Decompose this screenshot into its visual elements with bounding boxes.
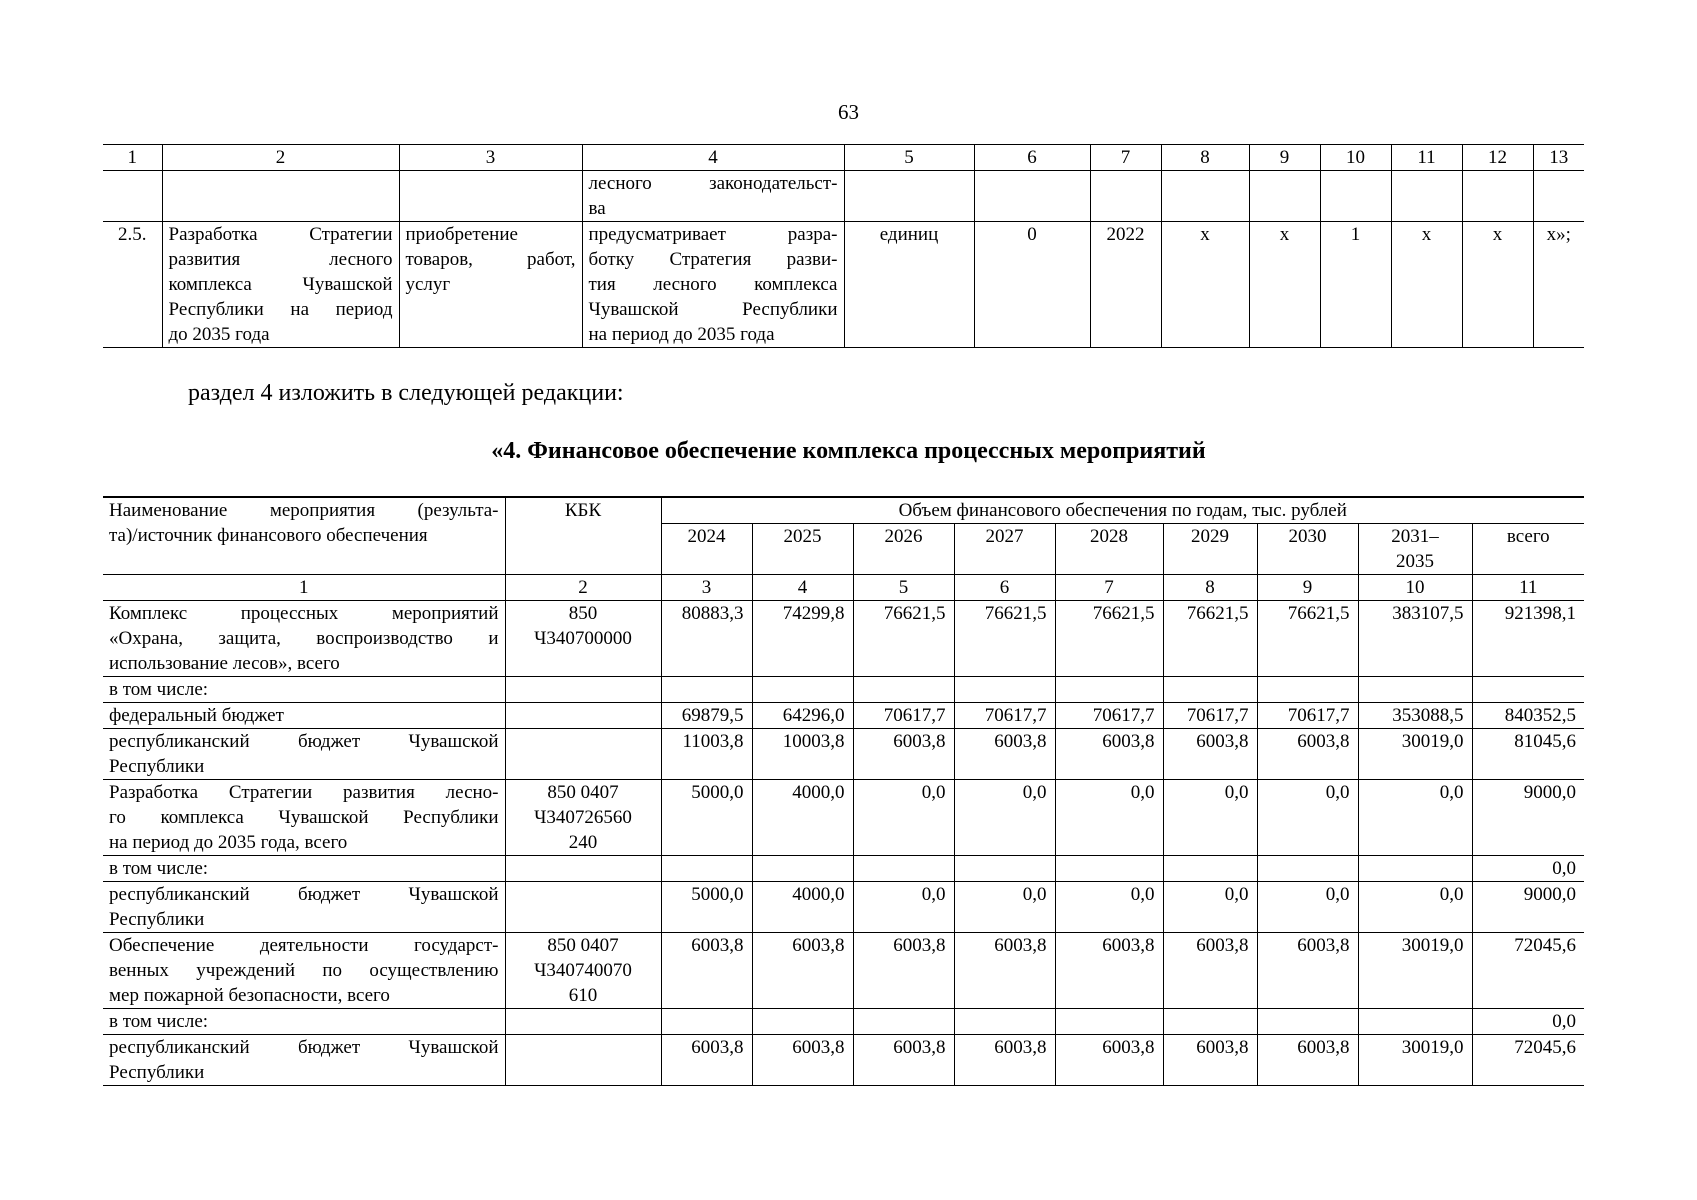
table-row xyxy=(103,856,1584,882)
kbk-cell xyxy=(505,703,661,729)
value-cell: 0,0 xyxy=(1163,882,1257,933)
table-row xyxy=(103,677,1584,703)
value-cell xyxy=(1358,856,1472,882)
value-cell: 30019,0 xyxy=(1358,933,1472,1009)
col-number: 2 xyxy=(505,575,661,601)
value-cell: 1 xyxy=(1320,222,1391,348)
value-cell xyxy=(954,1009,1055,1035)
value-cell: 76621,5 xyxy=(1055,601,1163,677)
page-number: 63 xyxy=(838,100,859,124)
value-cell xyxy=(752,856,853,882)
row-name-cell: Комплекс процессных мероприятий «Охрана, защита, воспроизводство и использование лесов», всего xyxy=(103,601,505,677)
year-cell: 2022 xyxy=(1090,222,1161,348)
total-value-cell: 0,0 xyxy=(1472,1009,1584,1035)
total-value-cell xyxy=(1472,677,1584,703)
value-cell xyxy=(954,677,1055,703)
total-value-cell: 9000,0 xyxy=(1472,780,1584,856)
col-number: 9 xyxy=(1257,575,1358,601)
section-heading: «4. Финансовое обеспечение комплекса процессных мероприятий xyxy=(491,438,1206,464)
year-header: 2028 xyxy=(1055,524,1163,575)
value-cell: 0,0 xyxy=(954,780,1055,856)
table-row xyxy=(103,703,1584,729)
col-number: 12 xyxy=(1462,145,1533,171)
value-cell: 70617,7 xyxy=(1055,703,1163,729)
value-cell: х xyxy=(1462,222,1533,348)
total-value-cell: 0,0 xyxy=(1472,856,1584,882)
value-cell: 0,0 xyxy=(1055,882,1163,933)
value-cell xyxy=(853,677,954,703)
col-number: 10 xyxy=(1358,575,1472,601)
value-cell: 6003,8 xyxy=(1163,933,1257,1009)
col-number: 5 xyxy=(853,575,954,601)
type-cell: приобретение товаров, работ, услуг xyxy=(399,222,582,348)
year-header: 2031– 2035 xyxy=(1358,524,1472,575)
value-cell: 0 xyxy=(974,222,1090,348)
row-name-cell: в том числе: xyxy=(103,856,505,882)
table-row xyxy=(103,1009,1584,1035)
value-cell: 6003,8 xyxy=(1055,933,1163,1009)
value-cell: 6003,8 xyxy=(1257,933,1358,1009)
value-cell: 76621,5 xyxy=(1257,601,1358,677)
col-number: 13 xyxy=(1533,145,1584,171)
value-cell: 353088,5 xyxy=(1358,703,1472,729)
description-cell: лесного законодательст- ва xyxy=(582,171,844,222)
value-cell xyxy=(853,1009,954,1035)
value-cell: х xyxy=(1249,222,1320,348)
value-cell: 0,0 xyxy=(1163,780,1257,856)
value-cell xyxy=(1163,677,1257,703)
col-number: 4 xyxy=(582,145,844,171)
value-cell xyxy=(1358,1009,1472,1035)
row-name-cell: республиканский бюджет Чувашской Республики xyxy=(103,882,505,933)
kbk-cell xyxy=(505,1009,661,1035)
row-name-cell: республиканский бюджет Чувашской Республики xyxy=(103,1035,505,1086)
value-cell xyxy=(853,856,954,882)
value-cell: 0,0 xyxy=(853,882,954,933)
table-row xyxy=(103,882,1584,933)
total-value-cell: 921398,1 xyxy=(1472,601,1584,677)
value-cell: х xyxy=(1391,222,1462,348)
value-cell: 76621,5 xyxy=(954,601,1055,677)
value-cell xyxy=(752,677,853,703)
kbk-cell xyxy=(505,729,661,780)
measure-name-cell: Разработка Стратегии развития лесного комплекса Чувашской Республики на период до 2035 года xyxy=(162,222,399,348)
value-cell: 69879,5 xyxy=(661,703,752,729)
value-cell: 76621,5 xyxy=(1163,601,1257,677)
value-cell: 6003,8 xyxy=(954,933,1055,1009)
value-cell: 6003,8 xyxy=(954,1035,1055,1086)
kbk-cell: 850 0407 Ч340740070 610 xyxy=(505,933,661,1009)
value-cell: 6003,8 xyxy=(1055,729,1163,780)
value-cell: 0,0 xyxy=(1358,780,1472,856)
col-number: 1 xyxy=(103,575,505,601)
value-cell: 6003,8 xyxy=(954,729,1055,780)
col-number: 9 xyxy=(1249,145,1320,171)
total-header: всего xyxy=(1472,524,1584,575)
value-cell: 0,0 xyxy=(1257,882,1358,933)
col-number: 3 xyxy=(661,575,752,601)
value-cell xyxy=(1358,677,1472,703)
intro-text: раздел 4 изложить в следующей редакции: xyxy=(188,380,624,406)
value-cell xyxy=(1163,856,1257,882)
value-cell xyxy=(954,856,1055,882)
column-number-row xyxy=(103,575,1584,601)
value-cell: 64296,0 xyxy=(752,703,853,729)
value-cell: 0,0 xyxy=(954,882,1055,933)
value-cell: 6003,8 xyxy=(752,1035,853,1086)
value-cell: 76621,5 xyxy=(853,601,954,677)
col-number: 2 xyxy=(162,145,399,171)
col-number: 3 xyxy=(399,145,582,171)
value-cell xyxy=(752,1009,853,1035)
financing-rows xyxy=(103,601,1584,1086)
value-cell: 80883,3 xyxy=(661,601,752,677)
value-cell: 6003,8 xyxy=(1257,1035,1358,1086)
value-cell: 11003,8 xyxy=(661,729,752,780)
col-number: 7 xyxy=(1055,575,1163,601)
value-cell: 6003,8 xyxy=(752,933,853,1009)
value-cell: 6003,8 xyxy=(1055,1035,1163,1086)
value-cell xyxy=(661,1009,752,1035)
value-cell: 0,0 xyxy=(1055,780,1163,856)
col-number: 7 xyxy=(1090,145,1161,171)
value-cell: 6003,8 xyxy=(853,933,954,1009)
col-number: 6 xyxy=(954,575,1055,601)
kbk-cell xyxy=(505,882,661,933)
table-row xyxy=(103,1035,1584,1086)
column-number-row xyxy=(103,145,1584,171)
value-cell: 383107,5 xyxy=(1358,601,1472,677)
value-cell: 6003,8 xyxy=(661,933,752,1009)
value-cell xyxy=(661,856,752,882)
col-number: 1 xyxy=(103,145,162,171)
unit-cell: единиц xyxy=(844,222,974,348)
value-cell: 6003,8 xyxy=(853,729,954,780)
value-cell: 30019,0 xyxy=(1358,1035,1472,1086)
col-number: 8 xyxy=(1161,145,1249,171)
table-row xyxy=(103,171,1584,222)
kbk-cell xyxy=(505,677,661,703)
col-number: 11 xyxy=(1391,145,1462,171)
kbk-cell: 850 0407 Ч340726560 240 xyxy=(505,780,661,856)
row-name-cell: Разработка Стратегии развития лесно- го комплекса Чувашской Республики на период до 2035 года, всего xyxy=(103,780,505,856)
value-cell: 4000,0 xyxy=(752,780,853,856)
total-value-cell: 9000,0 xyxy=(1472,882,1584,933)
total-value-cell: 72045,6 xyxy=(1472,933,1584,1009)
year-header: 2029 xyxy=(1163,524,1257,575)
value-cell xyxy=(1055,856,1163,882)
value-cell xyxy=(1055,1009,1163,1035)
row-number: 2.5. xyxy=(103,222,162,348)
row-name-cell: федеральный бюджет xyxy=(103,703,505,729)
measures-table xyxy=(103,144,1584,348)
col-number: 10 xyxy=(1320,145,1391,171)
value-cell xyxy=(1257,677,1358,703)
year-header: 2027 xyxy=(954,524,1055,575)
header-name-cell: Наименование мероприятия (результа- та)/источник финансового обеспечения xyxy=(103,497,505,575)
year-header: 2026 xyxy=(853,524,954,575)
value-cell: 0,0 xyxy=(853,780,954,856)
value-cell xyxy=(1055,677,1163,703)
row-name-cell: в том числе: xyxy=(103,1009,505,1035)
value-cell xyxy=(1257,1009,1358,1035)
row-name-cell: в том числе: xyxy=(103,677,505,703)
row-name-cell: Обеспечение деятельности государст- венных учреждений по осуществлению мер пожарной безопасности, всего xyxy=(103,933,505,1009)
value-cell: х xyxy=(1161,222,1249,348)
value-cell: 4000,0 xyxy=(752,882,853,933)
value-cell: 6003,8 xyxy=(853,1035,954,1086)
header-volume: Объем финансового обеспечения по годам, тыс. рублей xyxy=(661,497,1584,524)
kbk-cell xyxy=(505,856,661,882)
kbk-cell: 850 Ч340700000 xyxy=(505,601,661,677)
value-cell: х»; xyxy=(1533,222,1584,348)
kbk-cell xyxy=(505,1035,661,1086)
value-cell xyxy=(661,677,752,703)
value-cell: 0,0 xyxy=(1257,780,1358,856)
value-cell: 0,0 xyxy=(1358,882,1472,933)
table-row xyxy=(103,601,1584,677)
value-cell: 70617,7 xyxy=(1163,703,1257,729)
value-cell: 70617,7 xyxy=(954,703,1055,729)
value-cell: 30019,0 xyxy=(1358,729,1472,780)
col-number: 6 xyxy=(974,145,1090,171)
header-kbk: КБК xyxy=(505,497,661,575)
table-row xyxy=(103,222,1584,348)
table-row xyxy=(103,780,1584,856)
value-cell: 6003,8 xyxy=(661,1035,752,1086)
value-cell: 6003,8 xyxy=(1163,1035,1257,1086)
financing-table xyxy=(103,496,1584,1086)
total-value-cell: 72045,6 xyxy=(1472,1035,1584,1086)
header-row xyxy=(103,497,1584,524)
value-cell xyxy=(1163,1009,1257,1035)
value-cell: 74299,8 xyxy=(752,601,853,677)
col-number: 8 xyxy=(1163,575,1257,601)
table-row xyxy=(103,729,1584,780)
col-number: 4 xyxy=(752,575,853,601)
value-cell: 5000,0 xyxy=(661,780,752,856)
value-cell xyxy=(1257,856,1358,882)
col-number: 11 xyxy=(1472,575,1584,601)
total-value-cell: 840352,5 xyxy=(1472,703,1584,729)
col-number: 5 xyxy=(844,145,974,171)
row-name-cell: республиканский бюджет Чувашской Республики xyxy=(103,729,505,780)
year-header: 2024 xyxy=(661,524,752,575)
value-cell: 5000,0 xyxy=(661,882,752,933)
value-cell: 70617,7 xyxy=(853,703,954,729)
year-header: 2030 xyxy=(1257,524,1358,575)
value-cell: 6003,8 xyxy=(1163,729,1257,780)
value-cell: 10003,8 xyxy=(752,729,853,780)
value-cell: 6003,8 xyxy=(1257,729,1358,780)
description-cell: предусматривает разра- ботку Стратегия разви- тия лесного комплекса Чувашской Республики на период до 2035 года xyxy=(582,222,844,348)
value-cell: 70617,7 xyxy=(1257,703,1358,729)
year-header: 2025 xyxy=(752,524,853,575)
total-value-cell: 81045,6 xyxy=(1472,729,1584,780)
table-row xyxy=(103,933,1584,1009)
